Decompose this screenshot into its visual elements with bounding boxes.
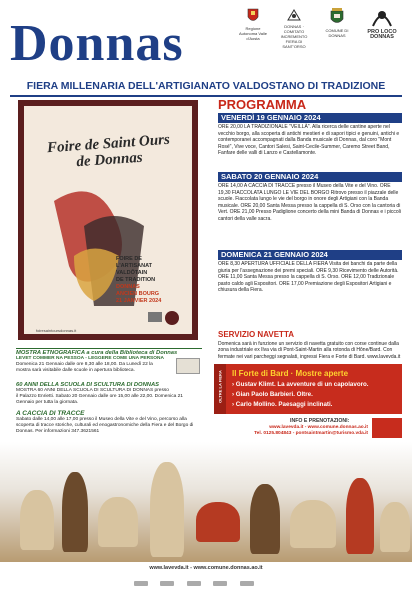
etnografica-section [16,350,202,375]
pro-loco-logo [360,4,404,40]
event-poster [18,100,198,340]
poster-line-3: VALDÔTAIN [116,270,148,276]
etnografica-divider [16,348,202,349]
book-image [176,358,200,374]
caccia-section [16,410,202,436]
regione-crest [238,8,268,41]
poster-line-1: FOIRE DE [116,256,142,262]
poster-place: DONNAS [116,284,140,290]
forte-item-1: › Gustav Klimt. La avventure di un capolavoro. [232,381,369,388]
day-text-saturday: ORE 14,00 A CACCIA DI TRACCE presso il Museo della Vite e del Vino. ORE 19,30 FIACCOLATA LUNGO LE VIE DEL BORGO Ritrovo presso il piazzale delle scuole. Fiaccolata lungo le vie del borgo in onore degli Artigiani con la Banda musicale. ORE 20,00 Santa Messa presso la cappella di S. Orso con la cantoria di Vert. ORE 21,00 Presso Padiglione concerto della mini Banda di Donnas e i piccoli cantori della valle sacra. [218,183,401,222]
comune-crest-icon [330,8,344,26]
poster-line-2: L'ARTISANAT [116,263,153,269]
forte-side-band [214,364,226,414]
poster-line-4: DE TRADITION [116,277,156,283]
carving-goat [20,490,54,550]
pro-loco-icon [369,4,395,28]
comitato-logo-label: DONNAS · COMITATO INCREMENTO FIERA DI SANT'ORSO [280,24,308,49]
navetta-title: SERVIZIO NAVETTA [218,330,295,339]
day-heading-friday: VENERDÌ 19 GENNAIO 2024 [218,113,402,123]
footer-logos [130,573,280,579]
carving-figure [62,472,88,552]
forte-title: Il Forte di Bard · Mostre aperte [232,369,349,378]
info-label: INFO E PRENOTAZIONI: [290,418,350,424]
carving-figure-2 [250,484,280,554]
info-contacts: Tel. 0125.804843 - pontsaintmartin@turismo.vda.it [254,431,368,436]
page-title: Donnas [10,15,184,72]
carving-figure-3 [346,478,374,554]
info-websites: www.lavevda.it - www.comune.donnas.ao.it [269,425,368,430]
forte-side-label: OLTRE LA FIERA [217,370,223,403]
regione-crest-label: Regione Autonoma Valle d'Aosta [239,26,267,41]
day-heading-sunday: DOMENICA 21 GENNAIO 2024 [218,250,402,260]
scuola-title: 60 ANNI DELLA SCUOLA DI SCULTURA DI DONNAS [16,382,159,388]
scuola-section [16,382,202,407]
etnografica-title: MOSTRA ETNOGRAFICA a cura della Biblioteca di Donnas [16,350,178,356]
caccia-text: Sabato dalle 14,00 alle 17,00 presso il Museo della Vite e del Vino, percorso alla scoperta di tracce storiche, culturali ed enogastronomiche della Fiera e del Borgo di Donnas. Per informazioni 347.3621561 [16,417,194,435]
poster-borough: ANCIEN BOURG [116,291,160,297]
comitato-logo [276,8,312,49]
pro-loco-label: PRO LOCO DONNAS [367,29,397,40]
carving-goat-2 [290,500,336,548]
caccia-title: A CACCIA DI TRACCE [16,410,85,417]
page-subtitle: FIERA MILLENARIA DELL'ARTIGIANATO VALDOSTANO DI TRADIZIONE [26,80,386,92]
region-logo [372,418,402,438]
comune-crest [322,8,352,38]
carving-animal-2 [380,502,410,552]
regione-crest-icon [247,8,259,24]
footer-url: www.lavevda.it - www.comune.donnas.ao.it [149,565,263,571]
poster-details [116,256,196,305]
scuola-subtitle: MOSTRA 60 ANNI DELLA SCUOLA DI SCULTURA DI DONNAS presso [16,388,169,393]
wood-carvings-photo [0,442,412,562]
carving-saint [150,462,184,557]
comitato-logo-icon [286,8,302,22]
poster-url: foiresaintoursdonnas.it [36,328,77,333]
programma-title: PROGRAMMA [218,97,307,112]
poster-canvas [24,106,192,334]
etnografica-text: Domenica 21 Gennaio dalle ore 8,30 alle 18,00. Da Lunedì 22 la mostra sarà visitabile dalle scuole in apertura biblioteca. [16,362,153,374]
poster-title: Foire de Saint Ours de Donnas [46,131,171,171]
day-text-sunday: ORE 8,30 APERTURA UFFICIALE DELLA FIERA Visita dei banchi da parte della giuria per l'assegnazione dei premi speciali. ORE 9,30 Ricevimento delle Autorità. ORE 11,00 Santa Messa presso la cappella di S. Orso. ORE 12,00 Tradizionale pasto caldo agli Espositori. ORE 17,00 Premiazione degli Espositori Artigiani e chiusura della Fiera. [218,261,399,294]
scuola-text: il Palazzo Enrietti. Sabato 20 Gennaio dalle ore 15,00 alle 22,00. Domenica 21 Gennaio per tutta la giornata. [16,394,183,406]
forte-item-2: › Gian Paolo Barbieri. Oltre. [232,391,313,398]
comune-crest-label: COMUNE DI DONNAS [325,28,349,38]
poster-date: 21 JANVIER 2024 [116,298,162,304]
carving-painted [196,502,240,542]
carving-animal [98,497,138,547]
header-divider [10,95,402,97]
etnografica-subtitle: LEVET COMMER NA PESSOA - LEGGERE COME UNA PERSONA [16,356,164,361]
forte-item-3: › Carlo Mollino. Paesaggi inclinati. [232,401,333,408]
day-heading-saturday: SABATO 20 GENNAIO 2024 [218,172,402,182]
day-text-friday: ORE 20,00 LA TRADIZIONALE "VEILLÀ". Alla ricerca delle cantine aperte nel vecchio borgo, alla scoperta di antichi mestieri e di sapori tipici e genuini, antichi e contemporanei accompagnati dalla Banda musicale di Donnas, dal coro "Mont Rosé", Vive voce, Cantori Salesi, Saint-Cecile-Summer, Caremo Street Band, Fanfare delle valli di Lanzo e Castellamonte. [218,124,400,157]
navetta-text: Domenica sarà in funzione un servizio di navetta gratuito con corse continue dalla zona industriale ex Ilva via di Pont-Saint-Martin alla rotonda di Hône/Bard. Con fermate nei vari parcheggi segnalati, ingressi Fiera e Forte di Bard. www.lavevda.it [218,341,401,360]
